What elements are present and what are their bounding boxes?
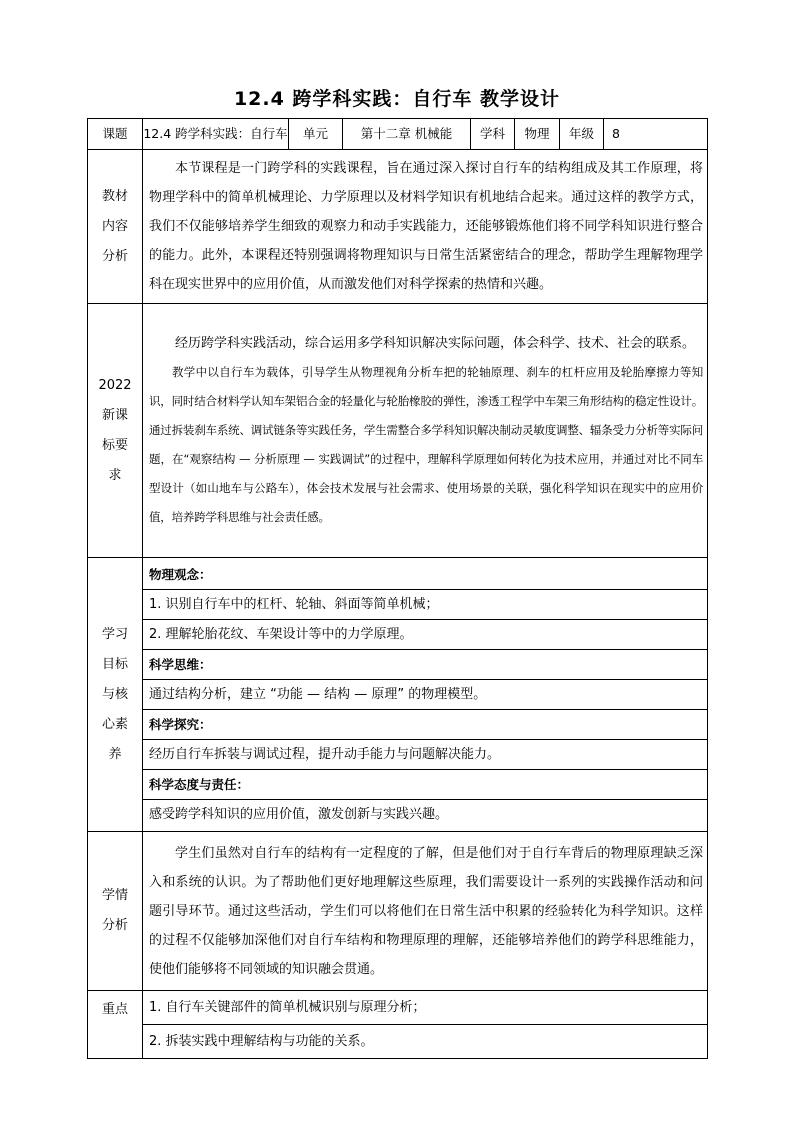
focus-item-2: 2. 拆装实践中理解结构与功能的关系。 bbox=[149, 1034, 374, 1049]
subject-label: 学科 bbox=[471, 119, 515, 150]
students-label: 学情 分析 bbox=[88, 832, 143, 991]
attitude-title: 科学态度与责任： bbox=[149, 777, 250, 792]
scientific-thinking-item: 通过结构分析，建立 “功能 — 结构 — 原理” 的物理模型。 bbox=[149, 687, 487, 702]
physics-concept-title: 物理观念： bbox=[149, 567, 212, 582]
focus-row bbox=[88, 991, 708, 1059]
material-content bbox=[143, 150, 708, 304]
goals-row bbox=[88, 558, 708, 832]
students-row bbox=[88, 832, 708, 991]
grade-value: 8 bbox=[604, 119, 708, 150]
standard-paragraph-1: 经历跨学科实践活动，综合运用多学科知识解决实际问题，体会科学、技术、社会的联系。 bbox=[175, 336, 696, 351]
physics-concept-item-2: 2. 理解轮胎花纹、车架设计等中的力学原理。 bbox=[149, 627, 413, 642]
material-label: 教材 内容 分析 bbox=[88, 150, 143, 304]
header-row bbox=[88, 119, 708, 150]
unit-value: 第十二章 机械能 bbox=[343, 119, 471, 150]
lesson-plan-table bbox=[87, 118, 708, 1059]
material-row bbox=[88, 150, 708, 304]
standard-content bbox=[143, 304, 708, 558]
scientific-thinking-title: 科学思维： bbox=[149, 657, 212, 672]
page-title: 12.4 跨学科实践：自行车 教学设计 bbox=[233, 88, 561, 110]
scientific-inquiry-title: 科学探究： bbox=[149, 717, 212, 732]
standard-label: 2022 新课 标要 求 bbox=[88, 304, 143, 558]
topic-label: 课题 bbox=[88, 119, 143, 150]
unit-label: 单元 bbox=[289, 119, 343, 150]
scientific-inquiry-item: 经历自行车拆装与调试过程，提升动手能力与问题解决能力。 bbox=[149, 747, 501, 762]
focus-content bbox=[143, 991, 708, 1059]
focus-item-1: 1. 自行车关键部件的简单机械识别与原理分析； bbox=[149, 1000, 426, 1015]
grade-label: 年级 bbox=[560, 119, 604, 150]
topic-value: 12.4 跨学科实践：自行车 bbox=[143, 119, 289, 150]
physics-concept-item-1: 1. 识别自行车中的杠杆、轮轴、斜面等简单机械； bbox=[149, 597, 439, 612]
students-text: 学生们虽然对自行车的结构有一定程度的了解，但是他们对于自行车背后的物理原理缺乏深入和系统的认识。为了帮助他们更好地理解这些原理，我们需要设计一系列的实践操作活动和问题引导环节。通过这些活动，学生们可以将他们在日常生活中积累的经验转化为科学知识。这样的过程不仅能够加深他们对自行车结构和物理原理的理解，还能够培养他们的跨学科思维能力，使他们能够将不同领域的知识融会贯通。 bbox=[149, 845, 703, 977]
material-text: 本节课程是一门跨学科的实践课程，旨在通过深入探讨自行车的结构组成及其工作原理，将物理学科中的简单机械理论、力学原理以及材料学知识有机地结合起来。通过这样的教学方式，我们不仅能够培养学生细致的观察力和动手实践能力，还能够锻炼他们将不同学科知识进行整合的能力。此外，本课程还特别强调将物理知识与日常生活紧密结合的理念，帮助学生理解物理学科在现实世界中的应用价值，从而激发他们对科学探索的热情和兴趣。 bbox=[149, 161, 703, 292]
goals-content bbox=[143, 558, 708, 832]
standard-row bbox=[88, 304, 708, 558]
students-content bbox=[143, 832, 708, 991]
goals-label: 学习 目标 与核 心素 养 bbox=[88, 558, 143, 832]
subject-value: 物理 bbox=[515, 119, 560, 150]
attitude-item: 感受跨学科知识的应用价值，激发创新与实践兴趣。 bbox=[149, 807, 449, 822]
focus-label: 重点 bbox=[88, 991, 143, 1059]
standard-paragraph-2: 教学中以自行车为载体，引导学生从物理视角分析车把的轮轴原理、刹车的杠杆应用及轮胎摩擦力等知识，同时结合材料学认知车架铝合金的轻量化与轮胎橡胶的弹性，渗透工程学中车架三角形结构的稳定性设计。通过拆装刹车系统、调试链条等实践任务，学生需整合多学科知识解决制动灵敏度调整、辐条受力分析等实际问题，在“观察结构 — 分析原理 — 实践调试”的过程中，理解科学原理如何转化为技术应用，并通过对比不同车型设计（如山地车与公路车），体会技术发展与社会需求、使用场景的关联，强化科学知识在现实中的应用价值，培养跨学科思维与社会责任感。 bbox=[149, 365, 703, 524]
